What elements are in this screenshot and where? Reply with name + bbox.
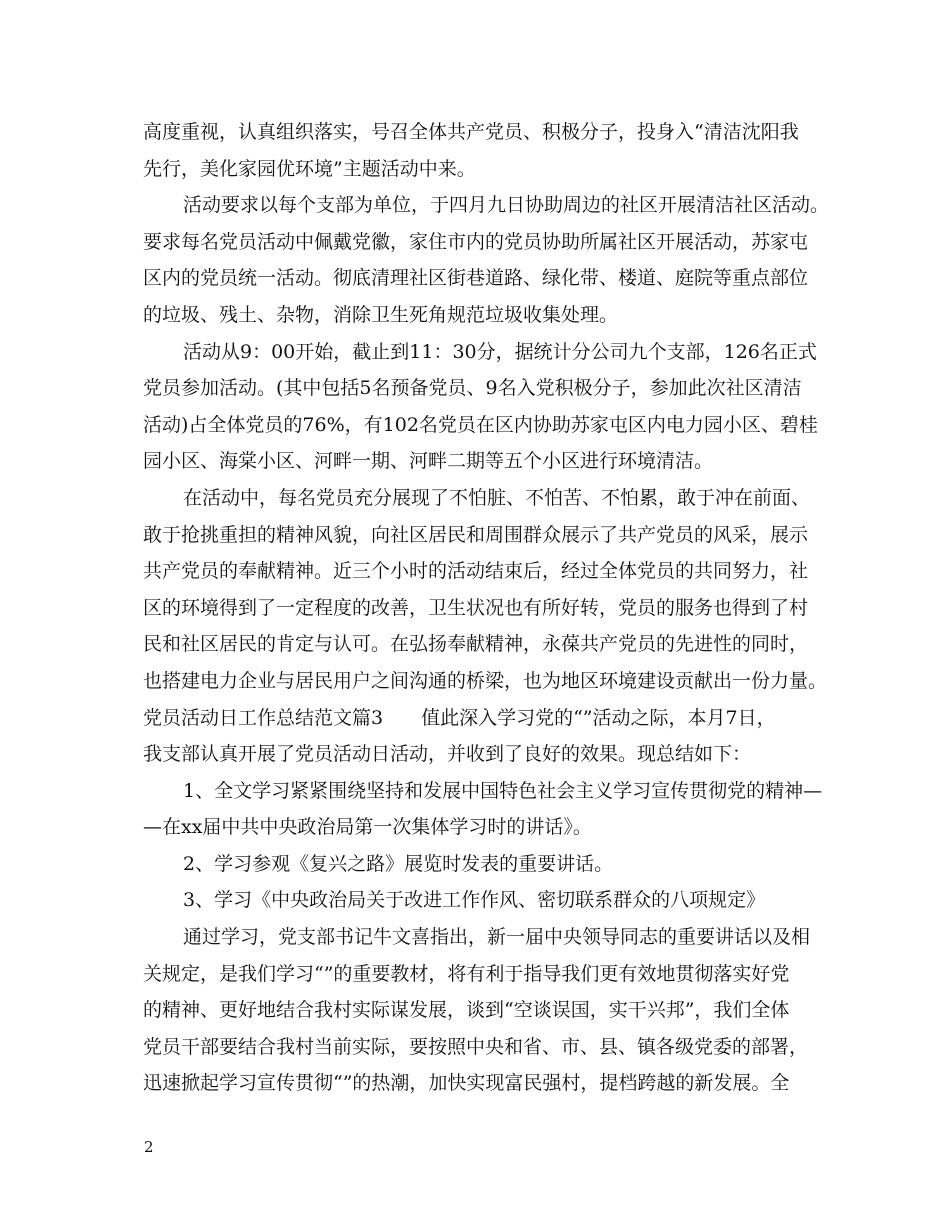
text-line: 共产党员的奉献精神。近三个小时的活动结束后，经过全体党员的共同努力，社 bbox=[143, 560, 809, 583]
section-heading-line bbox=[143, 700, 811, 737]
text-line: 关规定，是我们学习“”的重要教材，将有利于指导我们更有效地贯彻落实好党 bbox=[143, 962, 790, 985]
text-line: 的垃圾、残土、杂物，消除卫生死角规范垃圾收集处理。 bbox=[143, 303, 619, 326]
paragraph-start-line: 3、学习《中央政治局关于改进工作作风、密切联系群众的八项规定》 bbox=[183, 889, 766, 912]
text-line: 迅速掀起学习宣传贯彻“”的热潮，加快实现富民强村，提档跨越的新发展。全 bbox=[143, 1072, 790, 1095]
paragraph-start-line: 通过学习，党支部书记牛文喜指出，新一届中央领导同志的重要讲话以及相 bbox=[183, 926, 811, 949]
paragraph-start-line: 1、全文学习紧紧围绕坚持和发展中国特色社会主义学习宣传贯彻党的精神— bbox=[183, 779, 823, 802]
text-line: 园小区、海棠小区、河畔一期、河畔二期等五个小区进行环境清洁。 bbox=[143, 450, 714, 473]
text-line: 我支部认真开展了党员活动日活动，并收到了良好的效果。现总结如下： bbox=[143, 743, 752, 766]
page-number: 2 bbox=[144, 1138, 154, 1156]
text-line: 民和社区居民的肯定与认可。在弘扬奉献精神，永葆共产党员的先进性的同时， bbox=[143, 633, 809, 656]
text-line: 要求每名党员活动中佩戴党徽，家住市内的党员协助所属社区开展活动，苏家屯 bbox=[143, 230, 809, 253]
text-line: 高度重视，认真组织落实，号召全体共产党员、积极分子，投身入“清洁沈阳我 bbox=[143, 121, 799, 143]
paragraph-start-line: 活动要求以每个支部为单位，于四月九日协助周边的社区开展清洁社区活动。 bbox=[183, 194, 830, 217]
text-line: 敢于抢挑重担的精神风貌，向社区居民和周围群众展示了共产党员的风采，展示 bbox=[143, 523, 809, 546]
text-line: 区内的党员统一活动。彻底清理社区街巷道路、绿化带、楼道、庭院等重点部位 bbox=[143, 267, 809, 290]
text-line: 区的环境得到了一定程度的改善，卫生状况也有所好转，党员的服务也得到了村 bbox=[143, 596, 809, 619]
paragraph-start-line: 活动从9：00开始，截止到11：30分，据统计分公司九个支部，126名正式 bbox=[183, 340, 817, 363]
document-body bbox=[143, 114, 830, 1102]
section-title: 党员活动日工作总结范文篇3 bbox=[143, 706, 384, 729]
text-line: 党员参加活动。(其中包括5名预备党员、9名入党积极分子，参加此次社区清洁 bbox=[143, 377, 802, 400]
text-line: 的精神、更好地结合我村实际谋发展，谈到“空谈误国，实干兴邦”，我们全体 bbox=[143, 999, 790, 1022]
text-line: —在xx届中共中央政治局第一次集体学习时的讲话》。 bbox=[143, 816, 592, 839]
text-line: 也搭建电力企业与居民用户之间沟通的桥梁，也为地区环境建设贡献出一份力量。 bbox=[143, 669, 828, 692]
paragraph-start-line: 在活动中，每名党员充分展现了不怕脏、不怕苦、不怕累，敢于冲在前面、 bbox=[183, 486, 811, 509]
paragraph-start-line: 2、学习参观《复兴之路》展览时发表的重要讲话。 bbox=[183, 852, 614, 875]
text-line: 活动)占全体党员的76%，有102名党员在区内协助苏家屯区内电力园小区、碧桂 bbox=[143, 413, 818, 436]
text-line: 先行，美化家园优环境”主题活动中来。 bbox=[143, 157, 476, 180]
text-line: 党员干部要结合我村当前实际，要按照中央和省、市、县、镇各级党委的部署， bbox=[143, 1035, 809, 1058]
section-intro: 值此深入学习党的“”活动之际，本月7日， bbox=[421, 706, 776, 729]
